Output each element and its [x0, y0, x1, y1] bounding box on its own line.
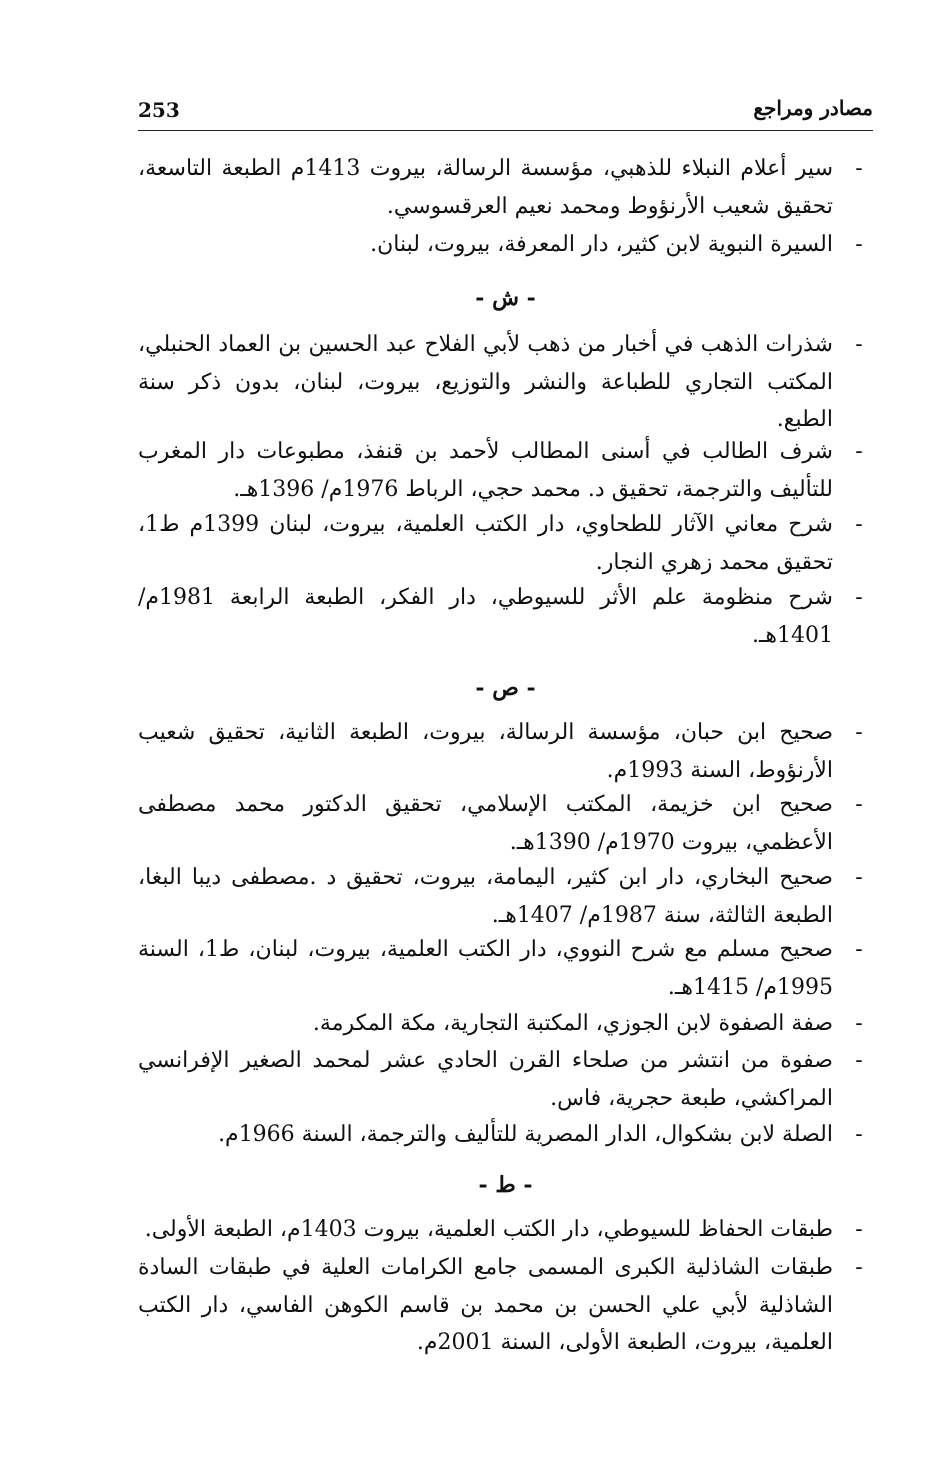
- entry-text: شرف الطالب في أسنى المطالب لأحمد بن قنفذ، مطبوعات دار المغرب للتأليف والترجمة، تحقيق د. محمد حجي، الرباط 1976م/ 1396هـ.: [138, 439, 833, 502]
- entry-text: طبقات الحفاظ للسيوطي، دار الكتب العلمية، بيروت 1403م، الطبعة الأولى.: [144, 1217, 833, 1242]
- entry-text: الصلة لابن بشكوال، الدار المصرية للتأليف والترجمة، السنة 1966م.: [218, 1122, 833, 1147]
- entry-dash: -: [855, 1122, 863, 1147]
- entry-text: صفوة من انتشر من صلحاء القرن الحادي عشر لمحمد الصغير الإفرانسي المراكشي، طبعة حجرية، فاس.: [138, 1048, 833, 1111]
- entry-text: طبقات الشاذلية الكبرى المسمى جامع الكرامات العلية في طبقات السادة الشاذلية لأبي علي الحسن بن محمد بن قاسم الكوهن الفاسي، دار الكتب العلمية، بيروت، الطبعة الأولى، السنة 2001م.: [138, 1255, 833, 1355]
- section-heading-shin: - ش -: [475, 285, 536, 311]
- bibliography-entry: [138, 579, 873, 654]
- bibliography-entry: [138, 714, 873, 789]
- page-header: [138, 96, 873, 131]
- entry-dash: -: [855, 1217, 863, 1242]
- bibliography-entry: [138, 433, 873, 508]
- bibliography-entry: [138, 1042, 873, 1117]
- section-heading-ta: - ط -: [478, 1172, 533, 1198]
- bibliography-entry: [138, 1005, 873, 1043]
- entry-text: صحيح البخاري، دار ابن كثير، اليمامة، بيروت، تحقيق د .مصطفى ديبا البغا، الطبعة الثالثة، سنة 1987م/ 1407هـ.: [138, 865, 833, 928]
- bibliography-entry: [138, 859, 873, 934]
- entry-dash: -: [855, 1048, 863, 1073]
- entry-text: صحيح ابن خزيمة، المكتب الإسلامي، تحقيق الدكتور محمد مصطفى الأعظمي، بيروت 1970م/ 1390هـ.: [138, 792, 833, 855]
- entry-text: شرح معاني الآثار للطحاوي، دار الكتب العلمية، بيروت، لبنان 1399م ط1، تحقيق محمد زهري النجار.: [138, 512, 833, 575]
- bibliography-entry: [138, 931, 873, 1006]
- bibliography-entry: [138, 150, 873, 225]
- bibliography-entry: [138, 1249, 873, 1362]
- entry-dash: -: [855, 156, 863, 181]
- entry-text: صفة الصفوة لابن الجوزي، المكتبة التجارية، مكة المكرمة.: [312, 1011, 833, 1036]
- entry-text: صحيح مسلم مع شرح النووي، دار الكتب العلمية، بيروت، لبنان، ط1، السنة 1995م/ 1415هـ.: [138, 937, 833, 1000]
- bibliography-entry: [138, 326, 873, 439]
- bibliography-entry: [138, 786, 873, 861]
- entry-dash: -: [855, 865, 863, 890]
- bibliography-entry: [138, 1116, 873, 1154]
- page-number: 253: [138, 98, 180, 122]
- bibliography-entry: [138, 506, 873, 581]
- entry-dash: -: [855, 937, 863, 962]
- entry-dash: -: [855, 439, 863, 464]
- running-title: مصادر ومراجع: [753, 96, 873, 120]
- bibliography-entry: [138, 226, 873, 264]
- entry-text: صحيح ابن حبان، مؤسسة الرسالة، بيروت، الطبعة الثانية، تحقيق شعيب الأرنؤوط، السنة 1993م.: [138, 720, 833, 783]
- entry-dash: -: [855, 1255, 863, 1280]
- entry-dash: -: [855, 792, 863, 817]
- entry-text: شذرات الذهب في أخبار من ذهب لأبي الفلاح عبد الحسين بن العماد الحنبلي، المكتب التجاري للطباعة والنشر والتوزيع، بيروت، لبنان، بدون ذكر سنة الطبع.: [138, 332, 833, 432]
- entry-dash: -: [855, 1011, 863, 1036]
- entry-text: السيرة النبوية لابن كثير، دار المعرفة، بيروت، لبنان.: [370, 232, 833, 257]
- entry-dash: -: [855, 232, 863, 257]
- bibliography-entry: [138, 1211, 873, 1249]
- entry-dash: -: [855, 720, 863, 745]
- entry-text: سير أعلام النبلاء للذهبي، مؤسسة الرسالة، بيروت 1413م الطبعة التاسعة، تحقيق شعيب الأرنؤوط ومحمد نعيم العرقسوسي.: [138, 156, 833, 219]
- entry-dash: -: [855, 585, 863, 610]
- section-heading-sad: - ص -: [475, 675, 536, 701]
- entry-dash: -: [855, 512, 863, 537]
- entry-dash: -: [855, 332, 863, 357]
- entry-text: شرح منظومة علم الأثر للسيوطي، دار الفكر، الطبعة الرابعة 1981م/ 1401هـ.: [138, 585, 833, 648]
